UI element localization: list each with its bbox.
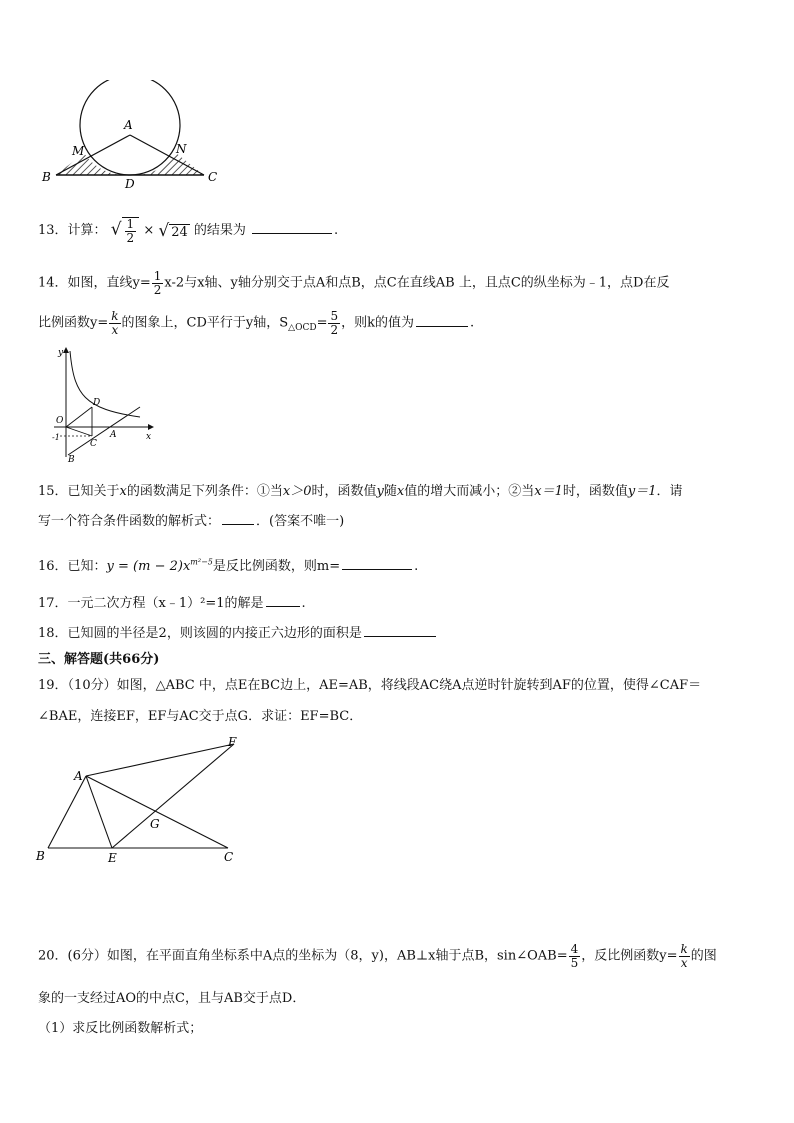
figure-q14-graph [50, 345, 160, 465]
answer-blank-18[interactable] [364, 624, 436, 637]
question-17: 17．一元二次方程（x﹣1）²=1的解是 . [38, 596, 306, 611]
label-c: C [208, 170, 218, 184]
question-16: 16．已知：$y = (m - 2)x^{m^2-5}$是反比例函数，则m= . [38, 557, 419, 574]
svg-text:D: D [93, 398, 101, 408]
question-20-line1: 20．(6分）如图，在平面直角坐标系中A点的坐标为（8，y)，AB⊥x轴于点B，sin∠OAB= $\frac{4}{5}$ ，反比例函数y= $\frac{k}{x}$ 的图 [38, 942, 717, 970]
svg-text:G: G [150, 817, 160, 831]
question-19-line1: 19．（10分）如图，△ABC 中，点E在BC边上，AE=AB，将线段AC绕A点逆时针旋转到AF的位置，使得∠CAF＝ [38, 678, 702, 693]
answer-blank-15[interactable] [222, 512, 254, 525]
label-b: B [42, 170, 51, 184]
shaded-left [56, 153, 130, 175]
svg-text:y: y [58, 348, 64, 358]
figure-q19-triangle [30, 730, 250, 870]
question-20-line2: 象的一支经过AO的中点C，且与AB交于点D． [38, 991, 306, 1006]
svg-text:O: O [56, 416, 64, 426]
section-title: 三、解答题(共66分) [38, 652, 160, 667]
svg-text:x: x [146, 432, 152, 442]
label-a: A [124, 118, 133, 132]
answer-blank-13[interactable] [252, 221, 332, 234]
label-m: M [72, 144, 85, 158]
svg-text:-1: -1 [52, 433, 60, 442]
label-d: D [125, 177, 135, 190]
label-n: N [176, 142, 187, 156]
shaded-right [130, 153, 204, 175]
svg-text:B: B [68, 455, 75, 465]
answer-blank-16[interactable] [342, 557, 412, 570]
question-20-sub1: （1）求反比例函数解析式； [38, 1021, 203, 1036]
answer-blank-17[interactable] [266, 594, 300, 607]
figure-circle-triangle [40, 80, 240, 190]
svg-text:A: A [110, 430, 117, 440]
svg-text:B: B [36, 849, 45, 863]
svg-text:F: F [228, 735, 237, 749]
question-15-line2: 写一个符合条件函数的解析式： ．(答案不唯一) [38, 514, 345, 529]
question-14-line1: 14．如图，直线y= $\frac{1}{2}$ x-2与x轴、y轴分别交于点A和点B，点C在直线AB 上，且点C的纵坐标为﹣1，点D在反 [38, 269, 670, 297]
svg-text:A: A [74, 769, 83, 783]
question-14-line2: 比例函数y= $\frac{k}{x}$ 的图象上，CD平行于y轴，$S_{\triangle OCD}=$ $\frac{5}{2}$ ，则k的值为 . [38, 309, 475, 337]
hyperbola-curve [70, 351, 140, 417]
sqrt-half: √ $\frac{1}{2}$ [111, 217, 139, 244]
question-15-line1: 15．已知关于x的函数满足下列条件：①当x＞0时，函数值y随x值的增大而减小；②当x＝1时，函数值y＝1．请 [38, 484, 683, 499]
answer-blank-14[interactable] [416, 314, 468, 327]
svg-text:C: C [224, 850, 234, 864]
question-18: 18．已知圆的半径是2，则该圆的内接正六边形的面积是 [38, 622, 438, 641]
question-19-line2: ∠BAE，连接EF，EF与AC交于点G．求证：EF=BC． [38, 709, 363, 724]
svg-text:E: E [108, 851, 117, 865]
sqrt-24: √ 24 [158, 220, 188, 241]
svg-text:C: C [90, 439, 97, 449]
question-13: 13．计算： √ $\frac{1}{2}$ × √ 24 的结果为 . [38, 217, 339, 245]
